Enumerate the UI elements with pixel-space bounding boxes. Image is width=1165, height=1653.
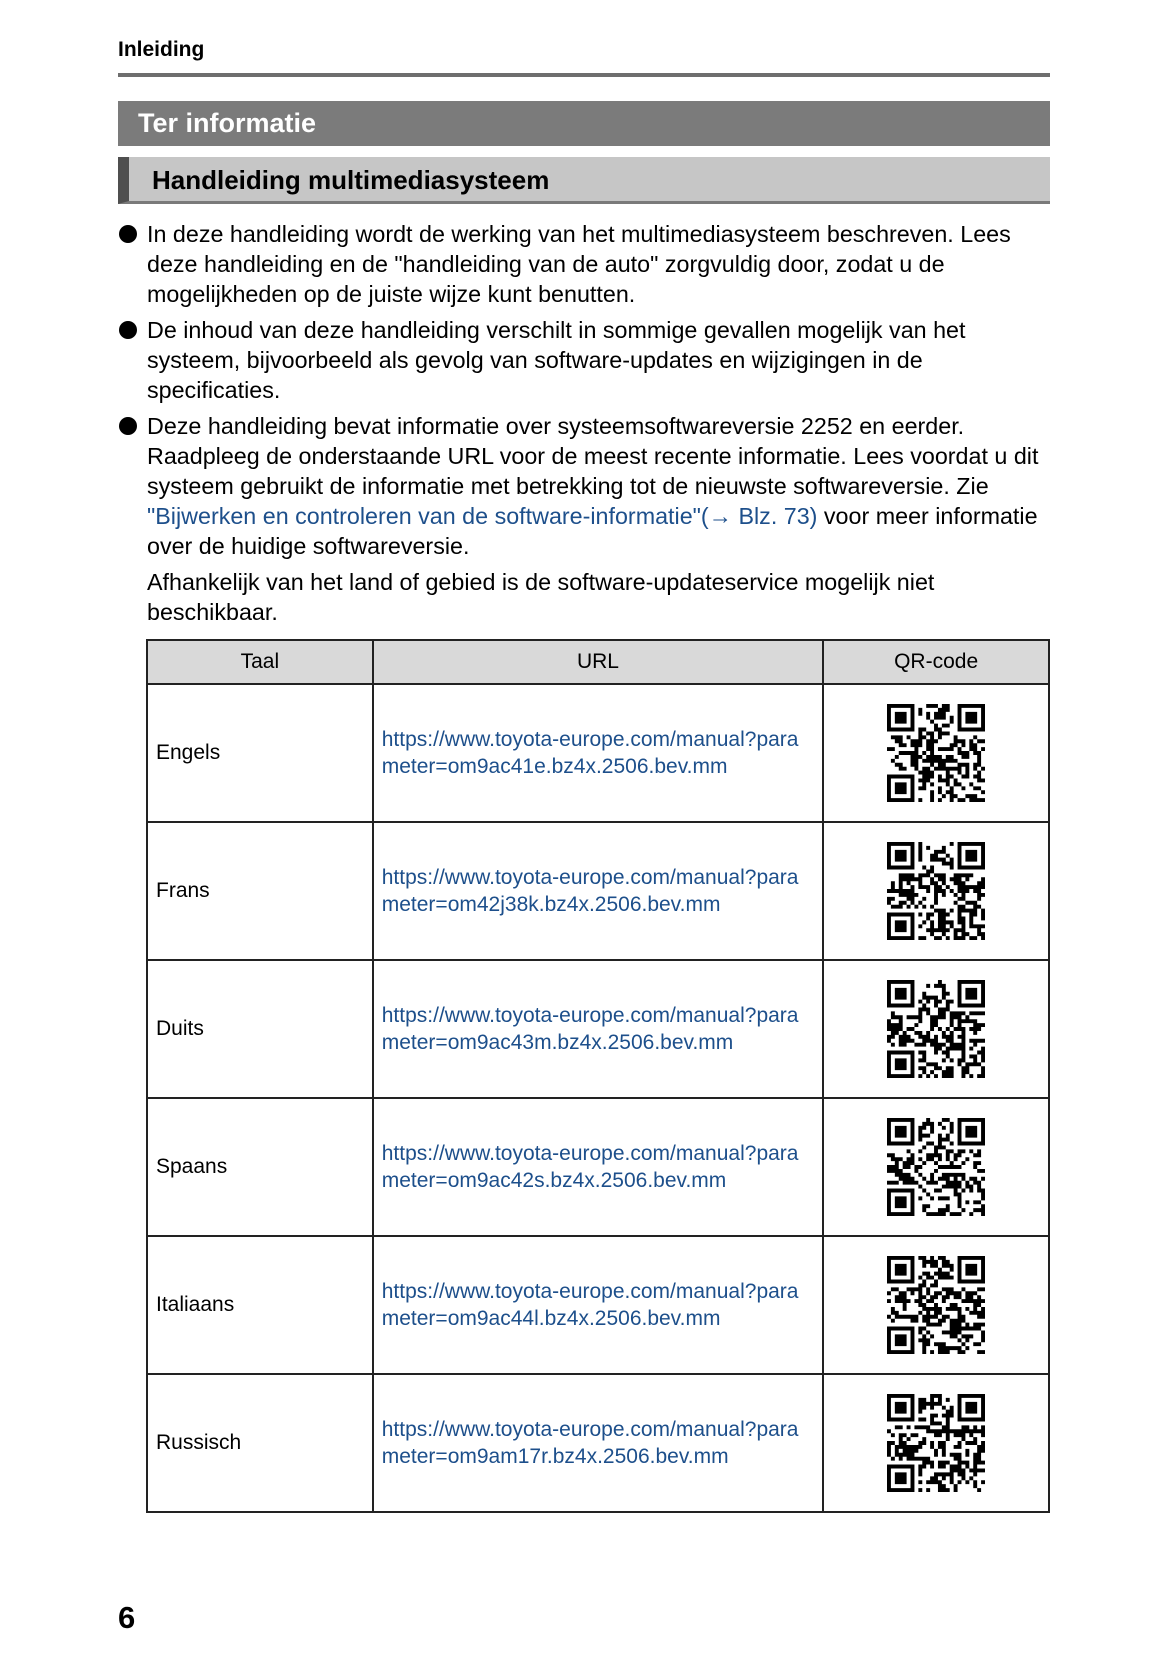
bullet-text-after: voor meer informatie over de huidige softwareversie. <box>147 503 1038 559</box>
url-link[interactable]: https://www.toyota-europe.com/manual?parameter=om9ac44l.bz4x.2506.bev.mm <box>373 1236 823 1374</box>
language-cell: Frans <box>147 822 373 960</box>
qr-code-icon <box>887 1118 985 1216</box>
bullet-list <box>118 219 1048 633</box>
language-cell: Engels <box>147 684 373 822</box>
table-row <box>147 684 1049 822</box>
manual-url-table <box>146 639 1050 1513</box>
subsection-title: Handleiding multimediasysteem <box>118 157 1050 204</box>
bullet-icon <box>119 321 137 339</box>
bullet-icon <box>119 417 137 435</box>
qr-code-icon <box>887 704 985 802</box>
url-link[interactable]: https://www.toyota-europe.com/manual?parameter=om9ac41e.bz4x.2506.bev.mm <box>373 684 823 822</box>
page-header: Inleiding <box>118 38 205 61</box>
url-link[interactable]: https://www.toyota-europe.com/manual?parameter=om9ac42s.bz4x.2506.bev.mm <box>373 1098 823 1236</box>
table-header-row <box>147 640 1049 684</box>
bullet-item <box>118 315 1048 405</box>
table-row <box>147 1098 1049 1236</box>
bullet-text: In deze handleiding wordt de werking van het multimediasysteem beschreven. Lees deze handleiding en de "handleiding van de auto" zorgvuldig door, zodat u de mogelijkheden op de juiste wijze kunt benutten. <box>147 221 1011 307</box>
column-header-url: URL <box>373 640 823 684</box>
bullet-item <box>118 219 1048 309</box>
section-title: Ter informatie <box>118 101 1050 146</box>
column-header-language: Taal <box>147 640 373 684</box>
url-link[interactable]: https://www.toyota-europe.com/manual?parameter=om9ac43m.bz4x.2506.bev.mm <box>373 960 823 1098</box>
page-number: 6 <box>118 1600 136 1635</box>
qr-code-icon <box>887 1256 985 1354</box>
language-cell: Russisch <box>147 1374 373 1512</box>
table-row <box>147 1374 1049 1512</box>
header-rule <box>118 73 1050 77</box>
bullet-icon <box>119 225 137 243</box>
cross-reference-link[interactable]: "Bijwerken en controleren van de software-informatie"(→ Blz. 73) <box>147 503 818 529</box>
language-cell: Italiaans <box>147 1236 373 1374</box>
language-cell: Duits <box>147 960 373 1098</box>
bullet-item <box>118 411 1048 627</box>
qr-code-icon <box>887 1394 985 1492</box>
table-row <box>147 960 1049 1098</box>
table-row <box>147 822 1049 960</box>
url-link[interactable]: https://www.toyota-europe.com/manual?parameter=om42j38k.bz4x.2506.bev.mm <box>373 822 823 960</box>
bullet-text: De inhoud van deze handleiding verschilt in sommige gevallen mogelijk van het systeem, bijvoorbeeld als gevolg van software-updates en wijzigingen in de specificaties. <box>147 317 966 403</box>
language-cell: Spaans <box>147 1098 373 1236</box>
url-link[interactable]: https://www.toyota-europe.com/manual?parameter=om9am17r.bz4x.2506.bev.mm <box>373 1374 823 1512</box>
qr-code-icon <box>887 842 985 940</box>
column-header-qr: QR-code <box>823 640 1049 684</box>
bullet-text-before: Deze handleiding bevat informatie over systeemsoftwareversie 2252 en eerder. Raadpleeg de onderstaande URL voor de meest recente informatie. Lees voordat u dit systeem gebruikt de informatie met betrekking tot de nieuwste softwareversie. Zie <box>147 413 1039 499</box>
availability-note: Afhankelijk van het land of gebied is de software-updateservice mogelijk niet beschikbaar. <box>147 569 935 625</box>
table-row <box>147 1236 1049 1374</box>
bullet-text <box>147 411 1048 561</box>
qr-code-icon <box>887 980 985 1078</box>
